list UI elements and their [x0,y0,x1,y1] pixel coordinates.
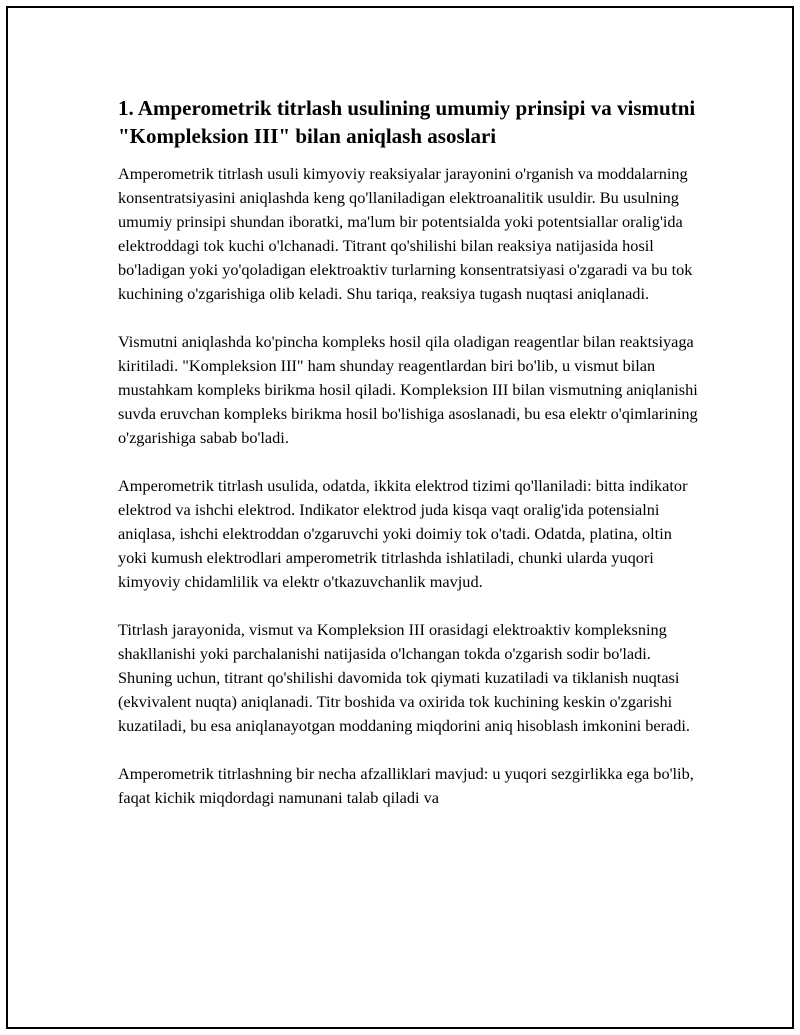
paragraph-3: Amperometrik titrlash usulida, odatda, ikkita elektrod tizimi qo'llaniladi: bitta indikator elektrod va ishchi elektrod. Indikator elektrod juda kisqa vaqt oralig'ida potensialni aniqlasa, ishchi elektroddan o'zgaruvchi yoki doimiy tok o'tadi. Odatda, platina, oltin yoki kumush elektrodlari amperometrik titrlashda ishlatiladi, chunki ularda yuqori kimyoviy chidamlilik va elektr o'tkazuvchanlik mavjud. [118,476,688,591]
document-body [118,94,698,834]
page-frame [6,6,794,1029]
paragraph-5: Amperometrik titrlashning bir necha afzalliklari mavjud: u yuqori sezgirlikka ega bo'lib, faqat kichik miqdordagi namunani talab qiladi va [118,764,694,807]
section-heading: 1. Amperometrik titrlash usulining umumiy prinsipi va vismutni "Kompleksion III" bilan aniqlash asoslari [118,96,696,148]
paragraph-4: Titrlash jarayonida, vismut va Kompleksion III orasidagi elektroaktiv kompleksning shakllanishi yoki parchalanishi natijasida o'lchangan tokda o'zgarish sodir bo'ladi. Shuning uchun, titrant qo'shilishi davomida tok qiymati kuzatiladi va tiklanish nuqtasi (ekvivalent nuqta) aniqlanadi. Titr boshida va oxirida tok kuchining keskin o'zgarishi kuzatiladi, bu esa aniqlanayotgan moddaning miqdorini aniq hisoblash imkonini beradi. [118,620,690,735]
paragraph-1: Amperometrik titrlash usuli kimyoviy reaksiyalar jarayonini o'rganish va moddalarning konsentratsiyasini aniqlashda keng qo'llaniladigan elektroanalitik usuldir. Bu usulning umumiy prinsipi shundan iboratki, ma'lum bir potentsialda yoki potentsiallar oralig'ida elektroddagi tok kuchi o'lchanadi. Titrant qo'shilishi bilan reaksiya natijasida hosil bo'ladigan yoki yo'qoladigan elektroaktiv turlarning konsentratsiyasi o'zgaradi va bu tok kuchining o'zgarishiga olib keladi. Shu tariqa, reaksiya tugash nuqtasi aniqlanadi. [118,164,693,303]
paragraph-2: Vismutni aniqlashda ko'pincha kompleks hosil qila oladigan reagentlar bilan reaktsiyaga kiritiladi. "Kompleksion III" ham shunday reagentlardan biri bo'lib, u vismut bilan mustahkam kompleks birikma hosil qiladi. Kompleksion III bilan vismutning aniqlanishi suvda eruvchan kompleks birikma hosil bo'lishiga asoslanadi, bu esa elektr o'qimlarining o'zgarishiga sabab bo'ladi. [118,332,698,447]
